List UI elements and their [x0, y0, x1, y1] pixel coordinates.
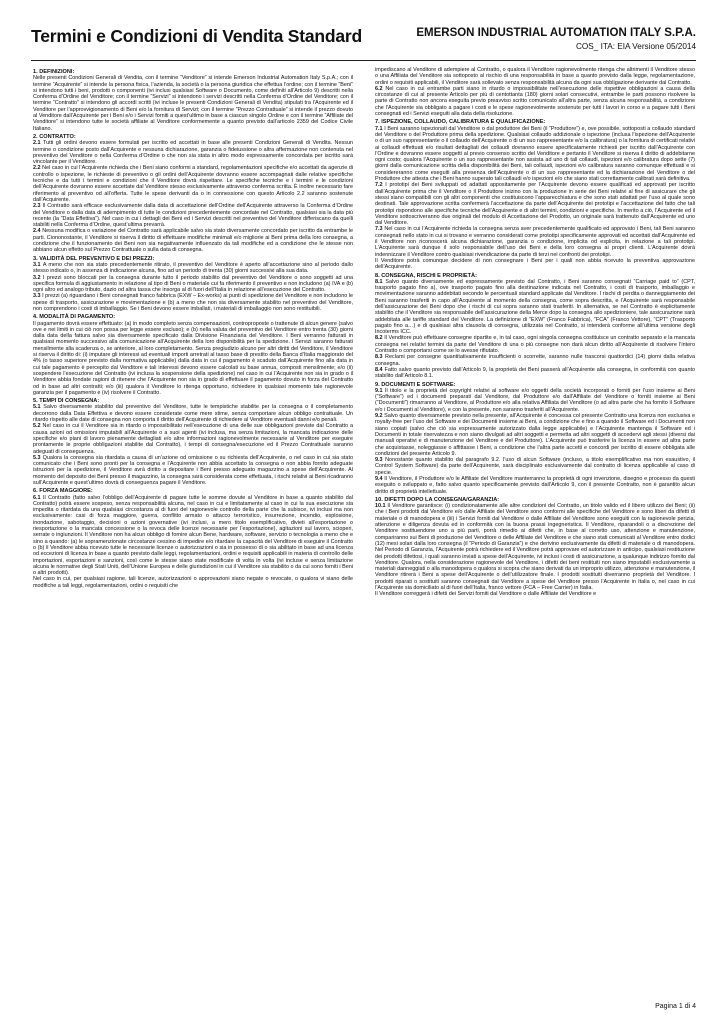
clause-number: 2.4 — [33, 228, 43, 235]
clause-number: 7.3 — [375, 226, 385, 233]
section — [33, 69, 353, 132]
clause-number: 2.3 — [33, 203, 43, 210]
clause-number: 9.4 — [375, 476, 385, 482]
clause-text: Salvo quanto diversamente previsto nella presente, all’Acquirente è concessa col presente Contratto una licenza non esclusiva e royalty-free per l’uso del Software e dei Documenti insieme ai Beni, a condizione che e fino a quando il Software ed i Documenti non siano copiati (salvo che ciò sia espressamente autorizzato dalla legge applicabile) e l’Acquirente mantenga il Software ed i Documenti in totale riservatezza e non siano divulgati ad altri soggetti e permetta ad altri soggetti di accedervi agli stessi (diversi dai manuali operativi e di manutenzione del Venditore e del Produttore). L’Acquirente può trasferire la licenza in essere ad altra parte che acquistasse, noleggiasse o affittasse i Beni, a condizione che l’altra parte accetti e concordi per iscritto di essere obbligata alle condizioni del presente Articolo 9. — [375, 413, 695, 457]
section — [375, 382, 695, 495]
right-column — [375, 67, 695, 999]
section — [33, 256, 353, 313]
clause-text: Il Venditore potrà comunque decidere di non consegnare i Beni per i quali non abbia ricevuto la preventiva approvazione dell’Acquirente. — [375, 257, 695, 271]
section — [33, 488, 353, 589]
clause-text: Il Venditore garantisce: (i) condizionatamente alle altre condizioni del Contratto, un titolo valido ed il libero utilizzo dei Beni; (ii) che i Beni prodotti dal Venditore e/o dalle Affiliate del Venditore sono conformi alle specifiche del Venditore e sono liberi da difetti di materiale o di manodopera e (iii) i Servizi forniti dal Venditore o dalle Affiliate del Venditore sono eseguiti con la ragionevole perizia, attenzione e diligenza dovuta ed in conformità con la buona prassi ingegneristica. Il Venditore, riparandoli o a discrezione del Venditore sostituendone uno a più parti, porrà rimedio ai difetti che, in base al corretto uso, attenzione e manutenzione, compariranno sui Beni di produzione del Venditore o delle Affiliate del Venditore e che siano stati comunicati al Venditore entro dodici (12) mesi solari dalla loro consegna (il “Periodo di Garanzia”) e che derivino esclusivamente da difetti di materiale o di manodopera. Nel Periodo di Garanzia, l’Acquirente potrà richiedere ed il Venditore potrà approvare ed autorizzare in anticipo, qualsiasi restituzione dei prodotti difettosi, i quali saranno inviati a spese dell’Acquirente, ivi inclusi i costi di assicurazione, a qualunque indirizzo fornito dal Venditore. Qualora, nella considerazione ragionevole del Venditore, i difetti dei beni restituiti non siano imputabili esclusivamente a materiali danneggiati o alla manodopera o qualora si scopra che siano derivati da un improprio utilizzo, attenzione e manutenzione, il Venditore ritirerà i Beni a spese dell’Acquirente o dell’utilizzatore finale. I prodotti sostituiti diverranno proprietà del Venditore. I prodotti riparati o sostituiti saranno consegnati dal Venditore a spese del Venditore presso l’Acquirente in Italia o, nel caso in cui l’Acquirente sia domiciliato al di fuori dell’Italia, franco vettore (FCA – Free Carrier) in Italia. — [375, 503, 695, 592]
clause-paragraph — [375, 67, 695, 86]
section-title: 7. ISPEZIONE, COLLAUDO, CALIBRATURA E QUALIFICAZIONE: — [375, 119, 546, 126]
clause-text: Il titolo e la proprietà del copyright relativi al software e/o oggetti della società incorporati o forniti per l’uso insieme ai Beni (“Software”) ed i documenti preparati dal Venditore, dal Produttore e/o dall’Affiliate del Venditore o forniti insieme ai Beni (“Documenti”) rimarranno al Venditore, al Produttore e/o alla relativa Affiliata del Venditore (o ad altra parte che ha fornito il Software e/o i Documenti al Venditore), e con la presente, non saranno trasferiti all’Acquirente. — [375, 387, 695, 413]
clause-text: Nel caso in cui l’Acquirente richieda che i Beni siano conformi a standard, regolamentazioni specifiche e/o accettati da agenzie di controllo o ispezione, le richieste di preventivo o gli ordini dell’Acquirente dovranno essere accompagnati dalle relative specifiche tecniche e da tutti i termini e condizioni che il Venditore dovrà rispettare. Le specifiche tecniche e i termini e le condizioni dell’Acquirente dovranno essere accettate dal Venditore stesso esclusivamente attraverso conferma scritta. È inoltre necessario fare riferimento al preventivo od all’offerta. Tutte le spese derivanti da o in connessione con questo Articolo 2.2 saranno sostenute dall’Acquirente. — [33, 165, 353, 203]
section-title: 10. DIFETTI DOPO LA CONSEGNA/GARANZIA: — [375, 496, 500, 503]
page-header — [31, 20, 696, 62]
clause-number: 8.3 — [375, 354, 386, 361]
clause-paragraph — [33, 275, 353, 294]
section — [33, 134, 353, 254]
clause-text: Il Venditore correggerà i difetti dei Servizi forniti dal Venditore o dalle Affiliate del Venditore e — [375, 591, 597, 598]
clause-number: 8.1 — [375, 278, 386, 285]
page-number: Pagina 1 di 4 — [655, 1003, 696, 1010]
section-title: 2. CONTRATTO: — [33, 133, 76, 140]
clause-paragraph — [33, 576, 353, 589]
clause-text: Il pagamento dovrà essere effettuato: (a) in modo completo senza compensazioni, controproposte o trattenute di alcun genere (salvo ove e nei limiti in cui ciò non possa per legge essere escluso); e (b) nella valuta del preventivo del Venditore entro trenta (30) giorni dalla data della fattura salvo sia diversamente specificato dalla Divisione Finanziaria del Venditore. I Beni verranno fatturati in qualsiasi momento successivo alla comunicazione all’Acquirente della loro disponibilità per la spedizione. I Servizi saranno fatturati mensilmente alla scadenza o, se anteriore, al loro completamento. Senza pregiudizio alcuno per altri diritti del Venditore, il Venditore si riserva il diritto di: (i) imputare gli interessi ad eventuali importi arretrati al tasso base di prestito della Banca d’Italia maggiorato del 4% (o tasso superiore previsto dalla normativa applicabile) dalla data in cui il pagamento è scaduto dall’Acquirente fino alla data in cui tale pagamento è percepito dal Venditore e tali interessi devono essere calcolati su base annua, composti mensilmente; e/o (ii) sospendere l’esecuzione del Contratto (ivi inclusa la sospensione della spedizione) nel caso in cui l’Acquirente non sia in grado o il Venditore abbia fondate ragioni di ritenere che l’Acquirente non sia in grado di effettuare il pagamento dovuto in forza del Contratto od in base ad altri contratti; e/o (iii) qualora il Venditore lo ritenga opportuno, richiedere in qualsiasi momento tale ragionevole garanzia per il pagamento e (iv) risolvere il Contratto. — [33, 320, 353, 396]
clause-text: Il Contratto (fatto salvo l’obbligo dell’Acquirente di pagare tutte le somme dovute al Venditore in base a quanto stabilito dal Contratto) potrà essere sospeso, senza responsabilità alcuna, nel caso in cui e limitatamente al caso in cui la sua esecuzione sia impedita o ritardata da una qualsiasi circostanza al di fuori del ragionevole controllo della parte che la subisce, ivi inclusi ma non esclusivamente: casi di forza maggiore, guerra, conflitto armato o attacco terroristico, insurrezione, incendio, esplosione, inondazione, sabotaggio, decisioni o azioni governative (ivi inclusi, a mero titolo esemplificativo, divieti all’esportazione o riesportazione o la mancata concessione o la revoca delle licenze necessarie per l’esportazione), agitazioni sul lavoro, scioperi, serrate o ingiunzioni. Il Venditore non ha alcun obbligo di fornire alcun Bene, hardware, software, servizio o tecnologia a meno che e sino a quando: (a) le sopramenzionate circostanze cessino di impedire e/o ritardare la capacità del Venditore di eseguire il Contratto o (b) il Venditore abbia ricevuto tutte le necessarie licenze o autorizzazioni o sia in possesso di o sia abilitato in base ad una licenza od eccezioni di licenza in base a quanto previsto dalle leggi, regolamentazioni, ordini e requisiti applicabili in materia di controllo delle importazioni, esportazioni e sanzioni, così come le stesse siano state modificate di volta in volta (ivi incluse e senza limitazione alcuna le normative degli Stati Uniti, dell’Unione Europea e delle giurisdizioni in cui il Venditore sia stabilito o da cui sono forniti i Beni o altri prodotti). — [33, 494, 353, 577]
clause-number: 2.2 — [33, 165, 43, 172]
clause-paragraph — [33, 321, 353, 397]
clause-paragraph — [33, 228, 353, 253]
section-title: 5. TEMPI DI CONSEGNA: — [33, 398, 100, 405]
clause-text: Il Venditore, il Produttore e/o le Affiliate del Venditore manterranno la proprietà di ogni invenzione, disegno e processo da questi eseguito o sviluppato e, fatto salvo quanto specificamente previsto dall’Articolo 9, con il presente Contratto, non è garantito alcun diritto di proprietà intellettuale. — [375, 476, 695, 495]
clause-number: 5.3 — [33, 454, 43, 461]
clause-number: 6.2 — [375, 85, 386, 92]
clause-text: Fatto salvo quanto previsto dall’Articolo 9, la proprietà dei Beni passerà all’Acquirente alla consegna, in conformità con quanto stabilito dall’Articolo 8.1. — [375, 366, 695, 380]
clause-paragraph — [375, 457, 695, 476]
clause-text: Salvo quanto diversamente ed espressamente previsto dal Contratto, i Beni saranno consegnati “Carriage paid to” (CPT, trasporto pagato fino a), ove trasporto pagato fino alla destinazione indicata nel Contratto, i costi di trasporto, imballaggio e movimentazione saranno addebitati secondo le percentuali standard applicate dal Venditore. I rischi di perdita o danneggiamento dei Beni saranno trasferiti in capo all’Acquirente al momento della consegna, come sopra descritta, e l’Acquirente sarà responsabile dell’assicurazione dei Beni dopo che i rischi di cui sopra saranno stati trasferiti. In alternativa, se nel Contratto è esplicitamente stabilito che il Venditore sia responsabile dell’assicurazione della Merce dopo la consegna allo spedizioniere, tale assicurazione sarà addebitata alle tariffe standard del Venditore. La definizione di “EXW” (Franco Fabbrica), “FCA” (Franco Vettore), “CPT” (Trasporto pagato fino a…) e di qualsiasi altra clausola di consegna, utilizzata nel Contratto, si intenderà conforme all’ultima versione degli Incoterms ICC. — [375, 278, 695, 336]
section — [375, 119, 695, 270]
clause-number: 8.4 — [375, 366, 385, 373]
clause-number: 2.1 — [33, 140, 43, 147]
clause-text: Nel caso in cui, per qualsiasi ragione, tali licenze, autorizzazioni o approvazioni siano negate o revocate, o qualora vi siano delle modifiche a tali leggi, regolamentazioni, ordini o requisiti che — [33, 576, 353, 589]
clause-text: Tutti gli ordini devono essere formulati per iscritto ed accettati in base alle presenti Condizioni Generali di Vendita. Nessun termine o condizione posto dall’Acquirente e nessuna dichiarazione, garanzia o fideiussione o altra affermazione non contenuta nel preventivo del Venditore o nella Conferma d’Ordine o che non sia stata in altro modo espressamente concordata per iscritto sarà vincolante per il Venditore. — [33, 140, 353, 166]
section-title: 8. CONSEGNA, RISCHI E PROPRIETÀ: — [375, 272, 477, 279]
section-title: 9. DOCUMENTI E SOFTWARE: — [375, 381, 456, 388]
clause-paragraph — [33, 455, 353, 486]
clause-paragraph — [33, 495, 353, 577]
clause-paragraph — [375, 335, 695, 354]
clause-paragraph — [33, 423, 353, 454]
section-title: 3. VALIDITÀ DEL PREVENTIVO E DEI PREZZI: — [33, 255, 155, 262]
section-title: 4. MODALITÀ DI PAGAMENTO: — [33, 314, 116, 321]
clause-paragraph — [375, 126, 695, 183]
clause-text: impediscano al Venditore di adempiere al Contratto, o qualora il Venditore ragionevolmente ritenga che altrimenti il Venditore stesso o una Affiliata del Venditore sia sottoposto al rischio di una responsabilità in base a quanto previsto dalla legge, regolamentazione, ordini o requisiti applicabili, il Venditore sarà sollevato senza responsabilità alcuna da ogni sua obbligazione derivante dal Contratto. — [375, 67, 695, 86]
clause-number: 10.1 — [375, 503, 388, 510]
clause-text: Qualora la consegna sia ritardata a causa di un’azione od omissione o su richiesta dell’Acquirente, o nel caso in cui sia stato comunicato che i Beni sono pronti per la consegna e l’Acquirente non abbia accettato la consegna o non abbia fornito adeguate istruzioni per la spedizione, il Venditore avrà diritto a depositare i Beni presso adeguato magazzino a spese dell’Acquirente. Al momento del deposito dei Beni presso il magazzino, la consegna sarà considerata come effettuata, i rischi relativi ai Beni ricadranno sull’Acquirente e quest’ultimo dovrà di conseguenza pagare il Venditore. — [33, 454, 353, 486]
clause-text: Il Contratto sarà efficace esclusivamente dalla data di accettazione dell’Ordine dell’Acquirente attraverso la Conferma d’Ordine del Venditore o dalla data di adempimento di tutte le condizioni precedentemente concordate nel Contratto, qualsiasi sia la data più recente (la “Data Effettiva”). Nel caso in cui i dettagli dei Beni ed i Servizi descritti nel preventivo del Venditore differiscano da quelli stabiliti nella Conferma d’Ordine, quest’ultima prevarrà. — [33, 203, 353, 229]
clause-paragraph — [33, 203, 353, 228]
clause-paragraph — [33, 293, 353, 312]
clause-paragraph — [375, 503, 695, 591]
section — [375, 273, 695, 380]
clause-text: I prototipi dei Beni sviluppati od adattati appositamente per l’Acquirente devono essere qualificati ed approvati per iscritto dall’Acquirente prima che il Venditore o il Produttore inizino con la produzione in serie dei Beni relativi al fine di assicurare che gli stessi siano compatibili con gli altri componenti che costituiscono l’apparecchiatura e che sono stati adattati per l’uso al quale sono destinati. Tale approvazione scritta confermerà l’accettazione da parte dell’Acquirente dei prototipi e l’accettazione del fatto che tali prototipi rispondono alle specifiche tecniche dell’Acquirente e di altri termini, condizioni e specifiche. In merito a ciò, l’Acquirente ed il Venditore sottoscriveranno due originali del modulo di Accettazione del Prodotto, un originale sarà trattenuto dall’Acquirente ed uno dal Venditore. — [375, 182, 695, 227]
clause-number: 9.1 — [375, 387, 385, 394]
clause-text: I prezzi (a) riguardano i Beni consegnati franco fabbrica (EXW – Ex-works) ai punti di spedizione del Venditore e non includono le spese di trasporto, assicurazione e movimentazione e (b) a meno che non sia diversamente stabilito nel preventivo del Venditore, non comprendono i costi di imballaggio. Se i Beni devono essere imballati, i materiali di imballaggio non sono restituibili. — [33, 293, 353, 312]
clause-paragraph — [33, 75, 353, 132]
clause-paragraph — [375, 226, 695, 257]
clause-number: 5.2 — [33, 423, 43, 430]
clause-text: I prezzi sono bloccati per la consegna durante tutto il periodo stabilito dal preventivo del Venditore o sono soggetti ad una specifica formula di aggiustamento in relazione al tipo di Beni o materiale cui fa riferimento il preventivo e non includono (a) IVA e (b) ogni altro ed analogo tributo, dazio od altra tassa che insorga al di fuori dell’Italia in relazione all’esecuzione del Contratto. — [33, 274, 353, 294]
clause-number: 7.1 — [375, 125, 385, 132]
section-title: 6. FORZA MAGGIORE: — [33, 488, 93, 495]
header-divider — [31, 60, 696, 61]
clause-paragraph — [375, 591, 695, 597]
clause-number: 9.3 — [375, 457, 386, 464]
section — [33, 398, 353, 486]
clause-paragraph — [375, 182, 695, 226]
document-version: COS_ ITA: EIA Versione 05/2014 — [576, 42, 696, 51]
section-title: 1. DEFINIZIONI: — [33, 69, 75, 75]
clause-paragraph — [375, 413, 695, 457]
clause-paragraph — [33, 404, 353, 423]
clause-paragraph — [375, 279, 695, 336]
clause-paragraph — [375, 86, 695, 117]
clause-text: Nel caso in cui il Venditore sia in ritardo o impossibilitato nell’esecuzione di una delle sue obbligazioni previste dal Contratto a causa azioni od omissioni imputabili all’Acquirente o a suoi agenti (ivi inclusa, ma senza limitazioni, la mancata indicazione delle specifiche e/o piani di lavoro pienamente dettagliati e/o altre informazioni ragionevolmente necessarie al Venditore per eseguire prontamente le proprie obbligazioni stabilite dal Contratto), i tempi di consegna/esecuzione ed il Prezzo Contrattuale saranno adeguati di conseguenza. — [33, 423, 353, 455]
clause-text: Nel caso in cui l’Acquirente richieda la consegna senza aver precedentemente qualificato ed approvato i Beni, tali Beni saranno consegnati nello stato in cui si trovano e verranno considerati come prototipi specificamente approvati ed accettati dall’Acquirente ed il Venditore non riconoscerà alcuna dichiarazione, garanzia o condizione, implicita od esplicita, in relazione a tali prototipi. L’Acquirente sarà dunque il solo responsabile dell’uso dei Beni e della loro consegna ai propri clienti. L’Acquirente dovrà indennizzare il Venditore contro qualsiasi rivendicazione da parte di terzi nei confronti dei prototipi. — [375, 226, 695, 258]
section — [375, 67, 695, 117]
clause-number: 6.1 — [33, 494, 43, 501]
clause-text: Reclami per consegne quantitativamente insufficienti o scorrette, saranno nulle trascorsi quattordici (14) giorni dalla relativa consegna. — [375, 354, 695, 367]
clause-number: 7.2 — [375, 182, 386, 189]
section — [33, 314, 353, 396]
clause-text: A meno che non sia stato precedentemente ritirato, il preventivo del Venditore è aperto all’accettazione sino al periodo dallo stesso indicato o, in assenza di indicazione alcuna, fino ad un periodo di trenta (30) giorni successivi alla sua data. — [33, 261, 353, 275]
clause-paragraph — [33, 262, 353, 275]
clause-number: 9.2 — [375, 413, 385, 420]
clause-text: Nelle presenti Condizioni Generali di Vendita, con il termine “Venditore” si intende Emerson Industrial Automation Italy S.p.A.; con il termine “Acquirente” si intende la persona fisica, l’azienda, la società o la persona giuridica che effettua l’ordine; con il termine “Beni” si intendono tutti i beni, prodotti o componenti (ivi inclusi qualsiasi Software o Documento, come definiti all’Articolo 9) descritti nella Conferma d’Ordine del Venditore; con il termine “Servizi” si intendono i servizi descritti nella Conferma d’Ordine del Venditore; con il termine “Contratto” si intendono gli accordi scritti (ivi incluse le presenti Condizioni Generali di Vendita) stipulati tra l’Acquirente ed il Venditore per l’approvvigionamento di Beni e/o la fornitura di Servizi; con il termine “Prezzo Contrattuale” si intende il prezzo dovuto al Venditore dall’Acquirente per i Beni e/o i Servizi forniti a quest’ultimo in base a ciascun singolo Ordine e con il termine “Affiliate del Venditore” si intendono tutte le società affiliate al Venditore conformemente a quanto previsto dall’articolo 2359 del Codice Civile Italiano. — [33, 75, 353, 132]
clause-number: 3.3 — [33, 293, 43, 300]
left-column — [33, 67, 353, 999]
clause-text: Nessuna modifica o variazione del Contratto sarà applicabile salvo sia stato diversamente concordato per iscritto da entrambe le parti. Ciononostante, il Venditore si riserva il diritto di effettuare modifiche minimali e/o migliorie ai Beni prima della loro consegna, a condizione che il funzionamento dei Beni non sia negativamente influenzato da tali modifiche ed a condizione che le stesse non abbiano alcun effetto sul Prezzo Contrattuale o sulla data di consegna. — [33, 228, 353, 254]
clause-paragraph — [375, 476, 695, 495]
clause-number: 5.1 — [33, 404, 44, 411]
clause-paragraph — [375, 367, 695, 380]
clause-text: Nel caso in cui entrambe parti siano in ritardo o impossibilitate nell’esecuzione delle rispettive obbligazioni a causa della circostanze di cui al presente Articolo per più di centottanta (180) giorni solari consecutivi, entrambe le parti possono risolvere la parte di Contratto non ancora eseguita previo preavviso scritto comunicato all’altra parte, senza alcuna responsabilità, a condizione che l’Acquirente sia obbligato a pagare i costi e le spese ragionevolmente sostenute per tutti i lavori in corso e a pagare tutti i Beni consegnati ed i Servizi eseguiti alla data della risoluzione. — [375, 85, 695, 118]
clause-text: Salvo diversamente stabilito dal preventivo del Venditore, tutte le tempistiche stabilite per la consegna o il completamento decorrono dalla Data Effettiva e devono essere considerate come mere stime, senza comportare alcun obbligo contrattuale. Un ritardo rispetto alle date di consegna non comporta il diritto dell’Acquirente di richiedere al Venditore eventuali danni e/o penali. — [33, 404, 353, 424]
clause-paragraph — [375, 354, 695, 367]
clause-text: I Beni saranno ispezionati dal Venditore o dal produttore dei Beni (il “Produttore”) e, ove possibile, sottoposti a collaudo standard del Venditore o del Produttore prima della spedizione. Qualsiasi collaudo addizionale o ispezione (inclusa l’ispezione dell’Acquirente o di un suo rappresentante o il collaudo dell’Acquirente o di un suo rappresentante e/o la calibratura) o la fornitura di certificati relativi ai collaudi effettuati e/o risultati dettagliati dei collaudi dovranno essere specificatamente richiesti per iscritto dall’Acquirente con l’Ordine e dovranno essere soggetti al previo consenso scritto del Venditore e pertanto il Venditore si riserva il diritto di addebitarne ogni costo; qualora l’Acquirente o un suo rappresentante non assista ad uno di tali collaudi, ispezioni e/o calibratura dopo sette (7) giorni dalla comunicazione scritta della disponibilità dei Beni, tali collaudi, ispezioni e/o calibratura saranno comunque effettuati e si considereranno come eseguiti alla presenza dell’Acquirente o di un suo rappresentante ed la dichiarazione del Venditore o del Produttore che attesta che i Beni hanno superato tali collaudi e/o ispezioni e/o che siano stati correttamente calibrati sarà definitiva. — [375, 125, 695, 183]
clause-paragraph — [375, 258, 695, 271]
clause-paragraph — [375, 388, 695, 413]
clause-number: 3.1 — [33, 261, 43, 268]
company-name: EMERSON INDUSTRIAL AUTOMATION ITALY S.P.A. — [416, 27, 696, 39]
clause-number: 8.2 — [375, 335, 385, 342]
clause-text: Il Venditore può effettuare consegne ripartite e, in tal caso, ogni singola consegna costituisce un contratto separato e la mancata consegna nei relativi termini da parte del Venditore di una o più consegne non darà alcun diritto all’Acquirente di risolvere l’intero Contratto o comportarsi come se lo avesse rifiutato. — [375, 335, 695, 355]
document-title: Termini e Condizioni di Vendita Standard — [31, 26, 363, 46]
clause-text: Nonostante quanto stabilito dal paragrafo 9.2. l’uso di alcun Software (incluso, a titolo esemplificativo ma non esaustivo, il Control System Software) da parte dell’Acquirente, sarà disciplinato esclusivamente dal contratto di licenza applicabile al caso di specie. — [375, 457, 695, 476]
section — [375, 497, 695, 598]
clause-paragraph — [33, 165, 353, 203]
clause-number: 3.2 — [33, 274, 43, 281]
clause-paragraph — [33, 140, 353, 165]
